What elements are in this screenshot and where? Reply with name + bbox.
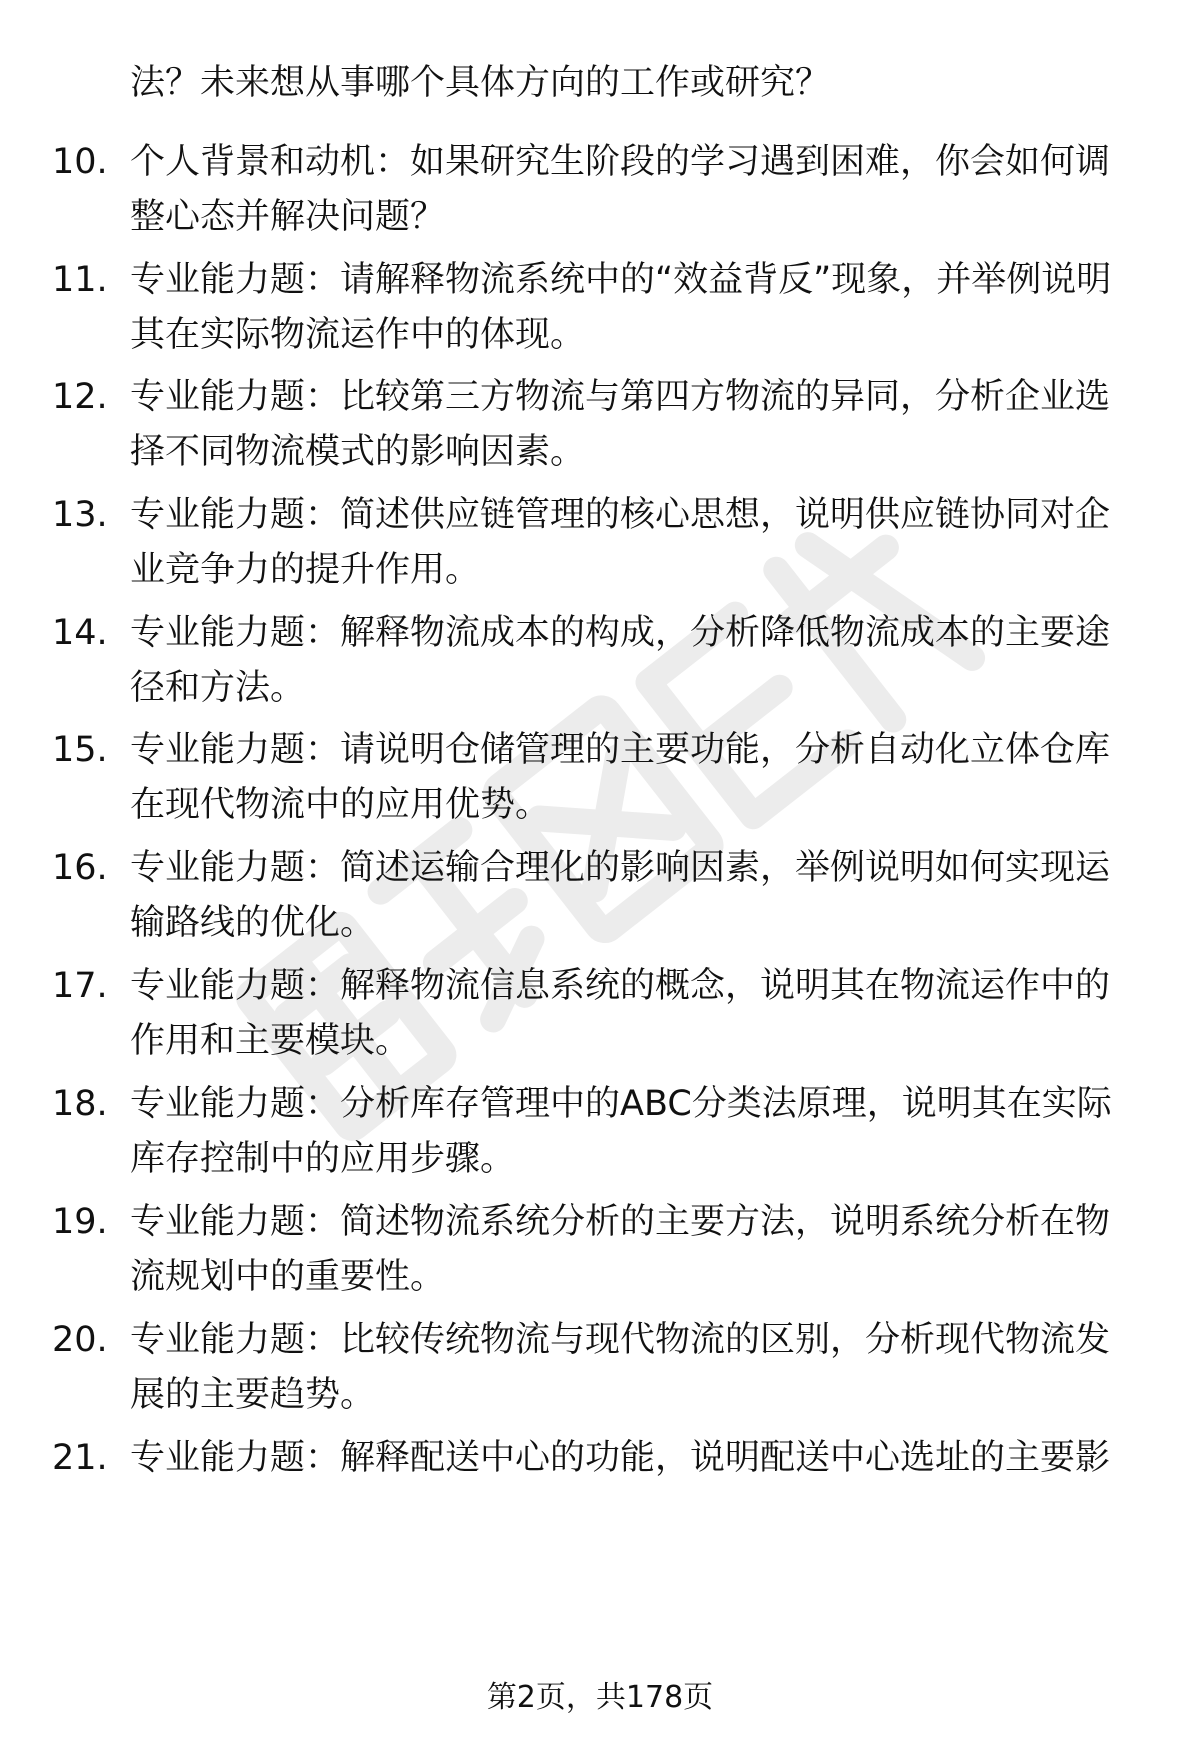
question-text: 专业能力题：请说明仓储管理的主要功能，分析自动化立体仓库在现代物流中的应用优势。 bbox=[130, 730, 1111, 825]
question-number: 20. bbox=[52, 1320, 108, 1360]
question-text: 专业能力题：简述供应链管理的核心思想，说明供应链协同对企业竞争力的提升作用。 bbox=[130, 495, 1111, 590]
question-text: 专业能力题：请解释物流系统中的“效益背反”现象，并举例说明其在实际物流运作中的体现。 bbox=[130, 260, 1112, 355]
question-number: 12. bbox=[52, 377, 108, 417]
question-text: 专业能力题：简述物流系统分析的主要方法，说明系统分析在物流规划中的重要性。 bbox=[130, 1202, 1111, 1297]
question-number: 18. bbox=[52, 1084, 108, 1124]
question-number: 14. bbox=[52, 613, 108, 653]
question-number: 19. bbox=[52, 1202, 108, 1242]
question-text: 专业能力题：解释物流成本的构成，分析降低物流成本的主要途径和方法。 bbox=[130, 613, 1111, 708]
question-number: 16. bbox=[52, 848, 108, 888]
question-number: 10. bbox=[52, 142, 108, 182]
question-number: 11. bbox=[52, 260, 108, 300]
question-text: 专业能力题：分析库存管理中的ABC分类法原理，说明其在实际库存控制中的应用步骤。 bbox=[130, 1084, 1112, 1179]
question-text: 专业能力题：解释物流信息系统的概念，说明其在物流运作中的作用和主要模块。 bbox=[130, 966, 1111, 1061]
question-text: 专业能力题：简述运输合理化的影响因素，举例说明如何实现运输路线的优化。 bbox=[130, 848, 1111, 943]
continuation-text: 法？未来想从事哪个具体方向的工作或研究？ bbox=[130, 63, 831, 103]
question-text: 专业能力题：比较第三方物流与第四方物流的异同，分析企业选择不同物流模式的影响因素。 bbox=[130, 377, 1111, 472]
question-number: 21. bbox=[52, 1438, 108, 1478]
question-number: 13. bbox=[52, 495, 108, 535]
question-text: 专业能力题：比较传统物流与现代物流的区别，分析现代物流发展的主要趋势。 bbox=[130, 1320, 1111, 1415]
question-text: 专业能力题：解释配送中心的功能，说明配送中心选址的主要影 bbox=[130, 1438, 1111, 1478]
question-text: 个人背景和动机：如果研究生阶段的学习遇到困难，你会如何调整心态并解决问题？ bbox=[130, 142, 1111, 237]
question-number: 17. bbox=[52, 966, 108, 1006]
question-number: 15. bbox=[52, 730, 108, 770]
page-indicator: 第2页，共178页 bbox=[486, 1680, 714, 1715]
